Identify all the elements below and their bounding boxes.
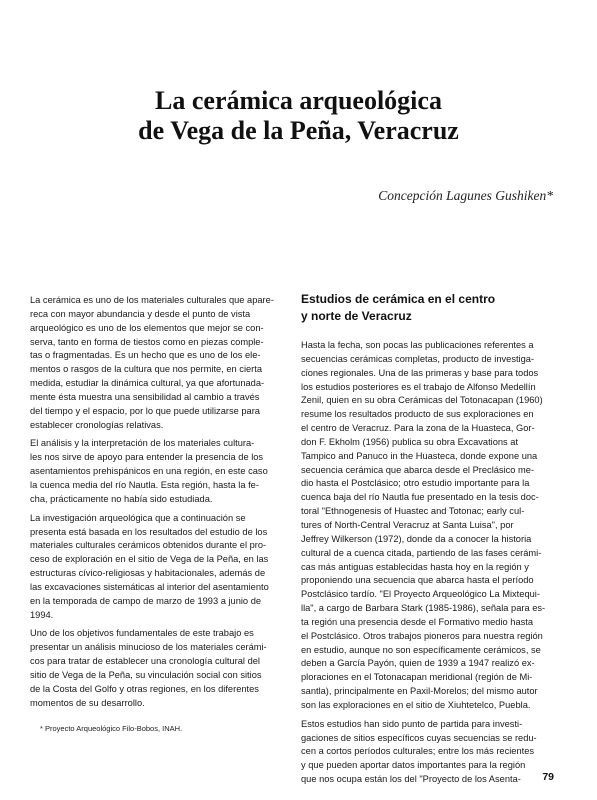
text-line: establecer cronologías relativas. bbox=[30, 419, 164, 430]
text-line: mentos o rasgos de la cultura que nos permite, en cierta bbox=[30, 364, 263, 375]
text-line: resume los resultados producto de sus exploraciones en bbox=[301, 409, 534, 420]
text-line: dio hasta el Postclásico; otro estudio importante para la bbox=[301, 478, 530, 489]
text-line: materiales culturales cerámicos obtenidos durante el pro- bbox=[30, 540, 267, 551]
page-number: 79 bbox=[542, 771, 554, 783]
text-line: el centro de Veracruz. Para la zona de la Huasteca, Gor- bbox=[301, 423, 535, 434]
author-name: Concepción Lagunes Gushiken* bbox=[378, 188, 553, 203]
text-line: El análisis y la interpretación de los materiales cultura- bbox=[30, 438, 255, 449]
text-line: cha, prácticamente no había sido estudiada. bbox=[30, 493, 213, 504]
text-line: en la temporada de campo de marzo de 1993 a junio de bbox=[30, 595, 262, 606]
text-line: lla", a cargo de Barbara Stark (1985-1986), señala para es- bbox=[301, 603, 546, 614]
text-line: don F. Ekholm (1956) publica su obra Excavations at bbox=[301, 436, 519, 447]
text-line: asentamientos prehispánicos en una región, en este caso bbox=[30, 466, 268, 477]
text-line: La cerámica es uno de los materiales culturales que apare- bbox=[30, 295, 274, 305]
text-line: cultural de a cuenca citada, partiendo de las fases cerámi- bbox=[301, 547, 542, 558]
text-line: sitio de Vega de la Peña, su vinculación social con sitios bbox=[30, 669, 262, 680]
title-line: de Vega de la Peña, Veracruz bbox=[138, 116, 459, 145]
text-line: mente ésta muestra una sensibilidad al cambio a través bbox=[30, 391, 260, 402]
text-line: tures of North-Central Veracruz at Santa Luisa", por bbox=[301, 519, 514, 530]
text-line: les nos sirve de apoyo para entender la presencia de los bbox=[30, 452, 264, 463]
text-line: y que pueden aportar datos importantes para la región bbox=[301, 760, 526, 771]
text-line: los estudios posteriores es el trabajo de Alfonso Medellín bbox=[301, 381, 536, 392]
paragraph bbox=[301, 718, 555, 787]
paragraph bbox=[30, 437, 284, 506]
text-line: arqueológico es uno de los elementos que mejor se con- bbox=[30, 322, 264, 333]
text-line: secuencias cerámicas completas, producto de investiga- bbox=[301, 353, 535, 364]
text-line: proponiendo una secuencia que abarca hasta el período bbox=[301, 575, 534, 586]
text-line: Jeffrey Wilkerson (1972), donde da a conocer la historia bbox=[301, 533, 532, 544]
footnote: * Proyecto Arqueológico Filo-Bobos, INAH. bbox=[40, 724, 183, 733]
title-line: La cerámica arqueológica bbox=[155, 86, 442, 115]
text-line: santla), principalmente en Paxil-Morelos; del mismo autor bbox=[301, 686, 538, 697]
text-line: Tampico and Panuco in the Huasteca, donde expone una bbox=[301, 450, 538, 461]
paragraph bbox=[30, 512, 284, 623]
article-title bbox=[0, 86, 597, 146]
text-line: momentos de su desarrollo. bbox=[30, 697, 145, 708]
text-line: Hasta la fecha, son pocas las publicaciones referentes a bbox=[301, 340, 534, 350]
text-line: Uno de los objetivos fundamentales de este trabajo es bbox=[30, 628, 254, 639]
text-line: presenta está basada en los resultados del estudio de los bbox=[30, 526, 268, 537]
text-line: ploraciones en el Totonacapan meridional (región de Mi- bbox=[301, 672, 533, 683]
text-line: Zenil, quien en su obra Cerámicas del Totonacapan (1960) bbox=[301, 395, 543, 406]
text-line: cos para tratar de establecer una cronología cultural del bbox=[30, 656, 260, 667]
text-line: medida, estudiar la dinámica cultural, ya que afortunada- bbox=[30, 378, 265, 389]
paragraph bbox=[301, 339, 555, 713]
text-line: toral "Ethnogenesis of Huastec and Totonac; early cul- bbox=[301, 506, 525, 517]
section-heading bbox=[301, 291, 555, 325]
text-line: ciones regionales. Una de las primeras y base para todos bbox=[301, 367, 539, 378]
text-line: serva, tanto en forma de tiestos como en piezas comple- bbox=[30, 336, 264, 347]
text-line: de la Costa del Golfo y otras regiones, en los diferentes bbox=[30, 683, 259, 694]
text-line: reca con mayor abundancia y desde el punto de vista bbox=[30, 308, 251, 319]
text-line: deben a García Payón, quien de 1939 a 1947 realizó ex- bbox=[301, 658, 535, 669]
text-line: Estos estudios han sido punto de partida para investi- bbox=[301, 718, 523, 729]
text-line: presentar un análisis minucioso de los materiales cerámi- bbox=[30, 642, 267, 653]
text-line: que nos ocupa están los del "Proyecto de los Asenta- bbox=[301, 774, 521, 785]
right-column bbox=[301, 339, 555, 792]
text-line: ceso de exploración en el sitio de Vega de la Peña, en las bbox=[30, 554, 269, 565]
text-line: el Postclásico. Otros trabajos pioneros para nuestra región bbox=[301, 630, 543, 641]
text-line: las excavaciones sistemáticas al interior del asentamiento bbox=[30, 581, 269, 592]
paragraph bbox=[30, 294, 284, 432]
text-line: gaciones de sitios específicos cuyas secuencias se redu- bbox=[301, 732, 537, 743]
text-line: Postclásico tardío. "El Proyecto Arqueológico La Mixtequi- bbox=[301, 589, 540, 600]
text-line: La investigación arqueológica que a continuación se bbox=[30, 512, 246, 523]
section-heading-line: Estudios de cerámica en el centro bbox=[301, 292, 496, 306]
text-line: cuenca baja del río Nautla fue presentado en la tesis doc- bbox=[301, 492, 539, 503]
text-line: en estudio, aunque no son específicamente cerámicos, se bbox=[301, 644, 541, 655]
text-line: cen a cortos períodos culturales; entre los más recientes bbox=[301, 746, 535, 757]
left-column bbox=[30, 294, 284, 715]
text-line: tas o fragmentadas. Es un hecho que es uno de los ele- bbox=[30, 350, 261, 361]
section-heading-line: y norte de Veracruz bbox=[301, 309, 412, 323]
text-line: la cuenca media del río Nautla. Esta región, hasta la fe- bbox=[30, 479, 259, 490]
text-line: secuencia cerámica que abarca desde el Preclásico me- bbox=[301, 464, 535, 475]
text-line: 1994. bbox=[30, 609, 54, 620]
text-line: estructuras cívico-religiosas y habitacionales, además de bbox=[30, 568, 266, 579]
text-line: son las exploraciones en el sitio de Xiuhtetelco, Puebla. bbox=[301, 699, 531, 710]
paragraph bbox=[30, 627, 284, 710]
text-line: del tiempo y el espacio, por lo que puede utilizarse para bbox=[30, 405, 260, 416]
text-line: ta región una presencia desde el Formativo medio hasta bbox=[301, 616, 534, 627]
text-line: cas más antiguas establecidas hasta hoy en la región y bbox=[301, 561, 529, 572]
